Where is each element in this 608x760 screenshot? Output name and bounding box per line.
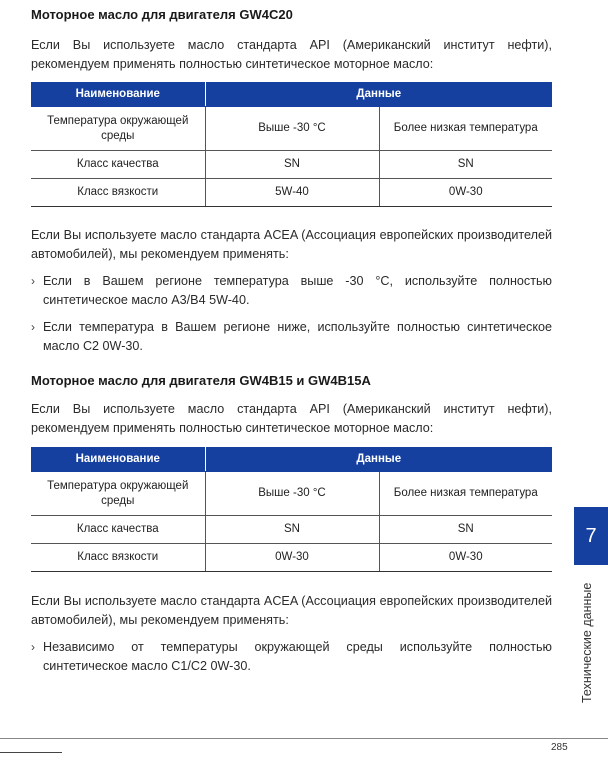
cell-value: Выше -30 °C <box>205 107 379 151</box>
chapter-label: Технические данные <box>580 582 594 703</box>
cell-label: Температура окружающей среды <box>31 472 205 516</box>
cell-value: Выше -30 °C <box>205 472 379 516</box>
header-name: Наименование <box>31 82 205 107</box>
cell-value: 0W-30 <box>379 544 552 572</box>
header-name: Наименование <box>31 447 205 472</box>
cell-label: Температура окружающей среды <box>31 107 205 151</box>
cell-value: SN <box>205 516 379 544</box>
table-row <box>31 107 552 151</box>
cell-value: 0W-30 <box>379 179 552 207</box>
bullet-text: Если температура в Вашем регионе ниже, используйте полностью синтетическое масло C2 0W-30. <box>43 320 552 353</box>
footer-divider <box>0 738 608 739</box>
page-number: 285 <box>551 742 568 753</box>
acea-intro-paragraph: Если Вы используете масло стандарта ACEA (Ассоциация европейских производителей автомобилей), мы рекомендуем применять: <box>31 228 552 261</box>
section-title-gw4b15: Моторное масло для двигателя GW4B15 и GW4B15A <box>31 373 371 388</box>
header-data: Данные <box>205 82 552 107</box>
chevron-right-icon: › <box>31 274 35 288</box>
cell-value: Более низкая температура <box>379 107 552 151</box>
cell-value: Более низкая температура <box>379 472 552 516</box>
cell-label: Класс качества <box>31 151 205 179</box>
bullet-text: Если в Вашем регионе температура выше -30 °C, используйте полностью синтетическое масло A3/B4 5W-40. <box>43 274 552 307</box>
list-item <box>31 318 552 356</box>
list-item <box>31 272 552 310</box>
header-data: Данные <box>205 447 552 472</box>
list-item <box>31 638 552 676</box>
table-row <box>31 516 552 544</box>
cell-label: Класс вязкости <box>31 544 205 572</box>
cell-label: Класс вязкости <box>31 179 205 207</box>
api-intro-paragraph: Если Вы используете масло стандарта API (Американский институт нефти), рекомендуем применять полностью синтетическое моторное масло: <box>31 402 552 435</box>
table-row <box>31 179 552 207</box>
section-title-gw4c20: Моторное масло для двигателя GW4C20 <box>31 7 293 22</box>
cell-value: SN <box>379 516 552 544</box>
chapter-tab <box>574 507 608 565</box>
oil-spec-table-gw4c20 <box>31 82 552 207</box>
cell-value: SN <box>205 151 379 179</box>
chevron-right-icon: › <box>31 640 35 654</box>
table-row <box>31 472 552 516</box>
api-intro-paragraph: Если Вы используете масло стандарта API (Американский институт нефти), рекомендуем применять полностью синтетическое моторное масло: <box>31 38 552 71</box>
cell-value: SN <box>379 151 552 179</box>
acea-intro-paragraph: Если Вы используете масло стандарта ACEA (Ассоциация европейских производителей автомобилей), мы рекомендуем применять: <box>31 594 552 627</box>
table-row <box>31 151 552 179</box>
bullet-text: Независимо от температуры окружающей среды используйте полностью синтетическое масло C1/C2 0W-30. <box>43 640 552 673</box>
chevron-right-icon: › <box>31 320 35 334</box>
chapter-number: 7 <box>585 524 597 547</box>
table-row <box>31 544 552 572</box>
cell-value: 5W-40 <box>205 179 379 207</box>
cell-value: 0W-30 <box>205 544 379 572</box>
oil-spec-table-gw4b15 <box>31 447 552 572</box>
cell-label: Класс качества <box>31 516 205 544</box>
